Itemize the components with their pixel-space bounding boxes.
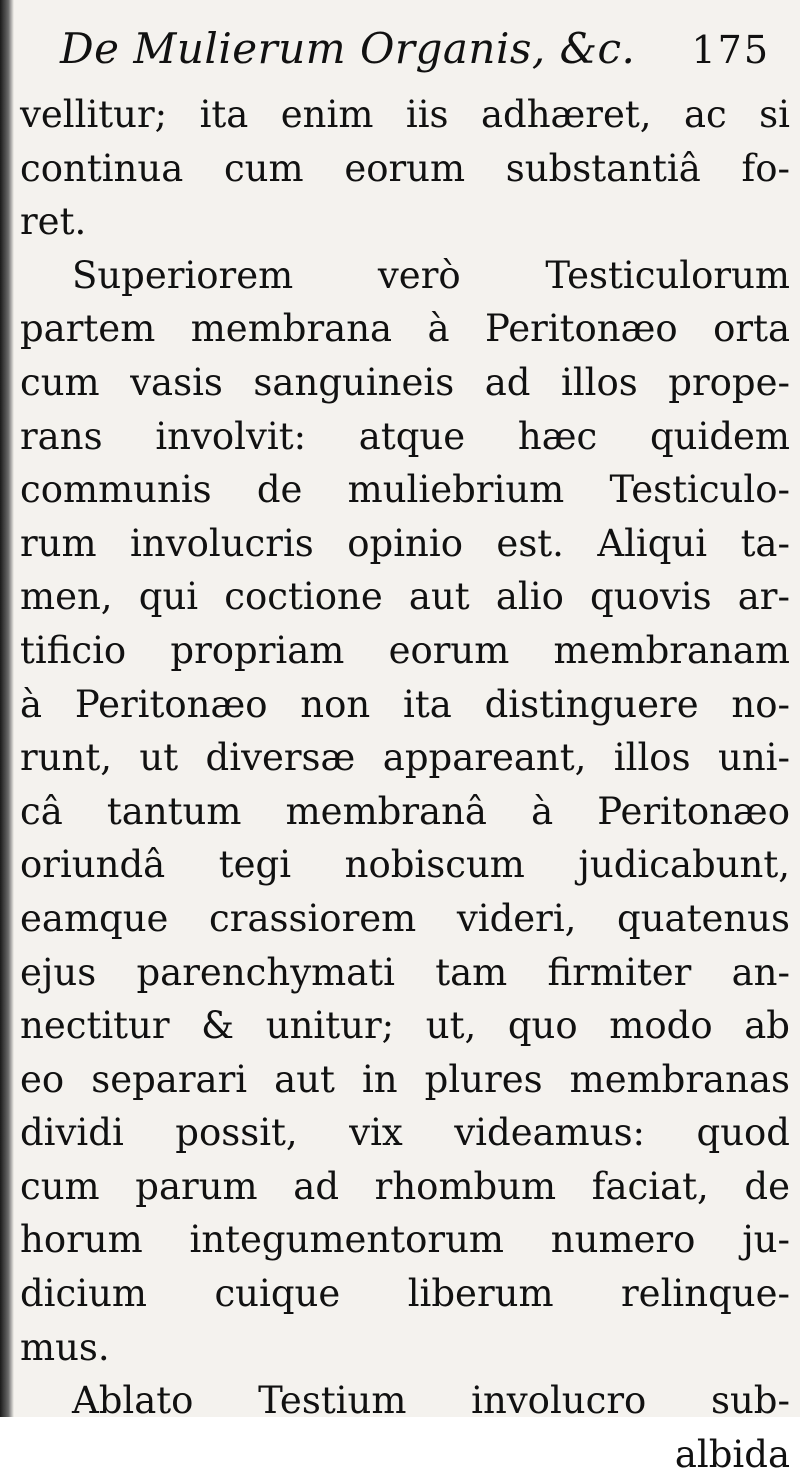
text-line: rum involucris opinio est. Aliqui ta- bbox=[20, 521, 790, 565]
text-line: Superiorem verò Testiculorum bbox=[72, 253, 790, 297]
text-line: runt, ut diversæ appareant, illos uni- bbox=[20, 736, 790, 780]
text-line: câ tantum membranâ à Peritonæo bbox=[20, 789, 790, 833]
text-line: cum vasis sanguineis ad illos prope- bbox=[20, 360, 790, 404]
text-line: mus. bbox=[20, 1325, 110, 1369]
page-number: 175 bbox=[691, 28, 770, 72]
text-line: vellitur; ita enim iis adhæret, ac si bbox=[20, 93, 790, 136]
catchword: albida bbox=[674, 1432, 790, 1476]
text-line: ret. bbox=[20, 200, 87, 244]
body-text bbox=[20, 88, 790, 1481]
page-header bbox=[60, 24, 770, 84]
text-line: horum integumentorum numero ju- bbox=[20, 1218, 790, 1262]
text-line: rans involvit: atque hæc quidem bbox=[20, 414, 790, 458]
text-line: Ablato Testium involucro sub- bbox=[72, 1379, 790, 1423]
text-line: continua cum eorum substantiâ fo- bbox=[20, 146, 790, 190]
running-title: De Mulierum Organis, &c. bbox=[60, 24, 636, 73]
text-line: nectitur & unitur; ut, quo modo ab bbox=[20, 1004, 790, 1048]
text-line: eo separari aut in plures membranas bbox=[20, 1057, 790, 1101]
text-line: dividi possit, vix videamus: quod bbox=[20, 1111, 790, 1155]
page-gutter-shadow bbox=[0, 0, 14, 1417]
text-line: tificio propriam eorum membranam bbox=[20, 628, 790, 672]
text-line: communis de muliebrium Testiculo- bbox=[20, 468, 790, 512]
text-line: partem membrana à Peritonæo orta bbox=[20, 307, 790, 351]
text-line: cum parum ad rhombum faciat, de bbox=[20, 1164, 790, 1208]
text-line: eamque crassiorem videri, quatenus bbox=[20, 896, 790, 940]
text-line: à Peritonæo non ita distinguere no- bbox=[20, 682, 790, 726]
text-line: men, qui coctione aut alio quovis ar- bbox=[20, 575, 790, 619]
text-line: oriundâ tegi nobiscum judicabunt, bbox=[20, 843, 790, 887]
text-line: ejus parenchymati tam firmiter an- bbox=[20, 950, 790, 994]
text-line: dicium cuique liberum relinque- bbox=[20, 1272, 790, 1316]
